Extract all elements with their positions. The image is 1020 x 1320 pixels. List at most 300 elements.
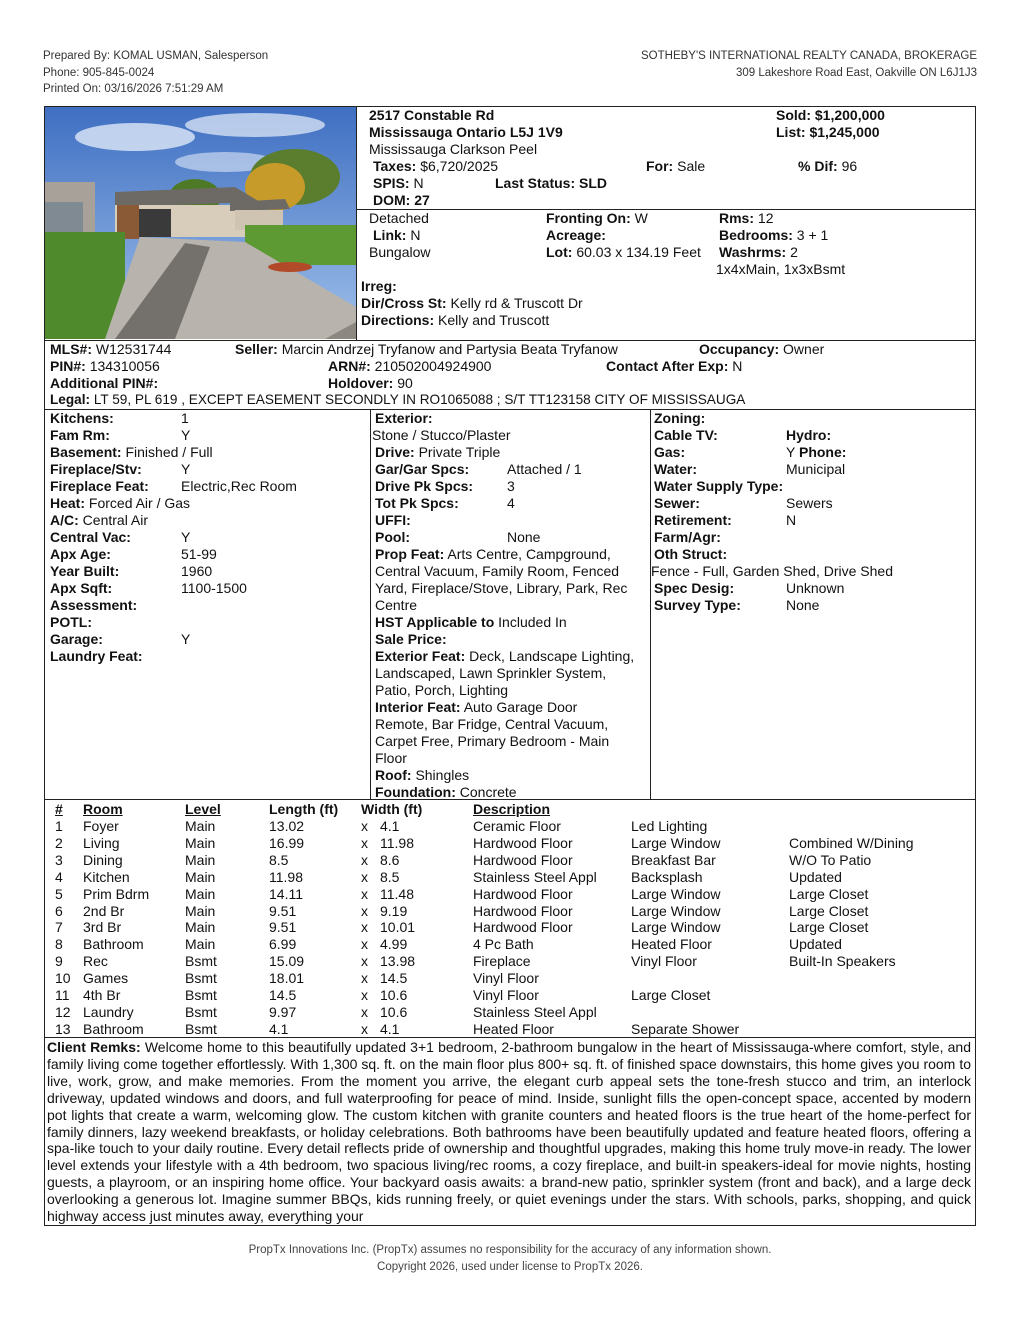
- contact-label: Contact After Exp:: [606, 358, 729, 374]
- intfeat-line1: Auto Garage Door: [463, 699, 578, 715]
- sold-value: $1,200,000: [814, 107, 885, 123]
- room-level: Main: [185, 868, 216, 885]
- heat-value: Forced Air / Gas: [88, 495, 191, 511]
- famrm-value: Y: [181, 427, 191, 443]
- additional-pin: [50, 375, 158, 392]
- drive: [375, 444, 500, 461]
- intfeat-line2: Remote, Bar Fridge, Central Vacuum,: [375, 716, 609, 732]
- times-sign: x: [361, 953, 368, 970]
- mls-value: W12531744: [95, 341, 172, 357]
- addl-pin-label: Additional PIN#:: [50, 375, 159, 391]
- sewer-label: Sewer:: [654, 495, 700, 511]
- room-length: 14.11: [269, 885, 303, 902]
- bedrooms-value: 3 + 1: [796, 227, 829, 243]
- room-name: Living: [83, 834, 120, 851]
- room-num: 1: [55, 818, 63, 834]
- for-value: Sale: [677, 158, 706, 174]
- acreage: [546, 227, 606, 244]
- room-length: 9.51: [269, 919, 297, 936]
- room-level: Main: [185, 919, 216, 936]
- roof-value: Shingles: [415, 767, 470, 783]
- rms-label: Rms:: [719, 210, 755, 226]
- room-length: 18.01: [269, 970, 305, 987]
- link-value: N: [410, 227, 421, 243]
- cross-street: [361, 295, 583, 312]
- room-level: Main: [185, 885, 216, 902]
- room-desc2: Large Window: [631, 902, 721, 919]
- dif-label: % Dif:: [798, 158, 838, 174]
- basement-value: Finished / Full: [125, 444, 213, 460]
- room-name: 4th Br: [83, 987, 121, 1003]
- cable-label: Cable TV:: [654, 427, 718, 443]
- pin: [50, 358, 160, 375]
- sold-label: Sold:: [776, 107, 811, 123]
- washrms-value: 2: [790, 244, 798, 260]
- cvac-label: Central Vac:: [50, 529, 131, 545]
- times-sign: x: [361, 936, 368, 953]
- washrooms-detail: 1x4xMain, 1x3xBsmt: [716, 261, 846, 277]
- room-desc1: Hardwood Floor: [473, 851, 573, 868]
- room-desc2: Heated Floor: [631, 936, 712, 953]
- hst-label: HST Applicable to: [375, 614, 495, 630]
- lot-label: Lot:: [546, 244, 573, 260]
- for-label: For:: [646, 158, 674, 174]
- room-num: 3: [55, 851, 63, 868]
- room-name: Bathroom: [83, 936, 144, 953]
- dif-value: 96: [841, 158, 858, 174]
- foundation: [375, 784, 517, 801]
- room-num: 10: [55, 970, 71, 987]
- room-num: 13: [55, 1020, 71, 1037]
- legal-label: Legal:: [50, 392, 91, 407]
- basement: [50, 444, 213, 461]
- ac: [50, 512, 148, 529]
- famrm-label: Fam Rm:: [50, 427, 110, 443]
- room-name: 2nd Br: [83, 902, 125, 919]
- times-sign: x: [361, 1020, 368, 1037]
- cross-label: Dir/Cross St:: [361, 295, 447, 311]
- room-name: Laundry: [83, 1003, 134, 1020]
- retirement-value: N: [786, 512, 797, 528]
- divider: [650, 409, 651, 799]
- arn-label: ARN#:: [328, 358, 371, 374]
- style: Bungalow: [369, 244, 431, 260]
- uffi-label: UFFI:: [375, 512, 411, 528]
- prepared-by-block: [43, 48, 268, 98]
- prepared-by: Prepared By: KOMAL USMAN, Salesperson: [43, 50, 269, 62]
- room-level: Bsmt: [185, 970, 217, 987]
- drive-label: Drive:: [375, 444, 415, 460]
- room-level: Main: [185, 818, 216, 834]
- room-desc1: 4 Pc Bath: [473, 936, 534, 953]
- room-width: 9.19: [380, 902, 408, 919]
- copyright: Copyright 2026, used under license to PropTx 2026.: [377, 1261, 643, 1273]
- occupancy-value: Owner: [783, 341, 825, 357]
- ac-label: A/C:: [50, 512, 79, 528]
- for: [646, 158, 705, 175]
- drivepk-value: 3: [507, 478, 515, 494]
- built-value: 1960: [181, 563, 213, 579]
- fronting-label: Fronting On:: [546, 210, 631, 226]
- occupancy-label: Occupancy:: [699, 341, 780, 357]
- room-desc2: Backsplash: [631, 868, 703, 885]
- occupancy: [699, 341, 824, 358]
- brokerage-block: [641, 48, 977, 81]
- bedrooms-label: Bedrooms:: [719, 227, 793, 243]
- specdesig-label: Spec Desig:: [654, 580, 735, 596]
- propfeat-line1: Arts Centre, Campground,: [447, 546, 611, 562]
- prop-feat: [375, 546, 611, 563]
- times-sign: x: [361, 834, 368, 851]
- room-desc2: Large Window: [631, 885, 721, 902]
- property-photo[interactable]: [45, 107, 356, 339]
- room-desc3: Large Closet: [789, 919, 869, 936]
- disclaimer: PropTx Innovations Inc. (PropTx) assumes no responsibility for the accuracy of any information shown.: [248, 1244, 772, 1256]
- col-header-num: #: [55, 801, 63, 817]
- room-level: Bsmt: [185, 1020, 217, 1037]
- room-level: Main: [185, 902, 216, 919]
- room-desc3: Built-In Speakers: [789, 953, 896, 970]
- sqft-value: 1100-1500: [181, 580, 247, 596]
- hydro-label: Hydro:: [786, 427, 832, 443]
- irreg-label: Irreg:: [361, 278, 397, 294]
- brokerage-name: SOTHEBY'S INTERNATIONAL REALTY CANADA, BROKERAGE: [641, 50, 977, 62]
- directions-value: Kelly and Truscott: [438, 312, 550, 328]
- washrms-label: Washrms:: [719, 244, 787, 260]
- holdover-value: 90: [397, 375, 413, 391]
- phone-label: Phone:: [798, 444, 847, 460]
- room-width: 11.98: [380, 834, 414, 851]
- dom-value: 27: [414, 192, 430, 208]
- drivepk-label: Drive Pk Spcs:: [375, 478, 474, 494]
- int-feat: [375, 699, 577, 716]
- room-desc2: Large Window: [631, 919, 721, 936]
- room-length: 9.51: [269, 902, 297, 919]
- remarks-text: Welcome home to this beautifully updated 3+1 bedroom, 2-bathroom bungalow in the heart of Mississauga-where comfort, style, and family living come together effortlessly. With 1,300 sq. ft. on the main floor plus 800+ sq. ft. of finished space downstairs, this home gives you room to live, work, grow, and make memories. From the moment you arrive, the elegant curb appeal sets the tone-fresh stucco and trim, an interlock driveway, updated windows and doors, and full waterproofing for peace of mind. Inside, sunlight fills the open-concept space, accented by modern pot lights that create a warm, welcoming glow. The custom kitchen with granite counters and heated floors is the true heart of the home-perfect for family dinners, lazy weekend breakfasts, or holiday celebrations. Both bathrooms have been beautifully updated and feature heated floors, offering a spa-like touch to your daily routine. Every detail reflects pride of ownership and thoughtful upgrades, making this home truly move-in ready. The lower level extends your lifestyle with a 4th bedroom, two spacious living/rec rooms, a cozy fireplace, and built-in speakers-ideal for movie nights, hosting guests, a playroom, or an inspiring home office. Your backyard oasis awaits: a brand-new patio, sprinkler system (front and back), and a large deck overlooking a generous lot. Imagine summer BBQs, kids running freely, or quiet evenings under the stars. With schools, parks, shopping, and quick highway access just minutes away, everything your: [47, 1039, 971, 1225]
- times-sign: x: [361, 851, 368, 868]
- room-desc1: Ceramic Floor: [473, 818, 561, 834]
- room-level: Main: [185, 851, 216, 868]
- seller-value: Marcin Andrzej Tryfanow and Partysia Beata Tryfanow: [281, 341, 618, 357]
- room-desc1: Hardwood Floor: [473, 919, 573, 936]
- legal: [50, 392, 745, 409]
- room-length: 8.5: [269, 851, 289, 868]
- room-name: 3rd Br: [83, 919, 122, 936]
- times-sign: x: [361, 919, 368, 936]
- last-status-label: Last Status:: [495, 175, 576, 191]
- cvac-value: Y: [181, 529, 191, 545]
- ac-value: Central Air: [82, 512, 149, 528]
- foundation-label: Foundation:: [375, 784, 456, 800]
- foundation-value: Concrete: [459, 784, 517, 800]
- room-width: 4.99: [380, 936, 408, 953]
- times-sign: x: [361, 818, 368, 834]
- kitchens-value: 1: [181, 410, 189, 426]
- pct-dif: [798, 158, 857, 175]
- dom-label: DOM:: [373, 192, 411, 208]
- gar-value: Attached / 1: [507, 461, 582, 477]
- cross-value: Kelly rd & Truscott Dr: [450, 295, 583, 311]
- directions: [361, 312, 549, 329]
- room-length: 9.97: [269, 1003, 297, 1020]
- room-desc3: Combined W/Dining: [789, 834, 914, 851]
- legal-value: LT 59, PL 619 , EXCEPT EASEMENT SECONDLY IN RO1065088 ; S/T TT123158 CITY OF MISSISSAUGA: [93, 392, 746, 407]
- times-sign: x: [361, 970, 368, 987]
- room-desc3: Updated: [789, 868, 842, 885]
- pool-value: None: [507, 529, 541, 545]
- room-desc1: Stainless Steel Appl: [473, 1003, 597, 1020]
- room-level: Main: [185, 936, 216, 953]
- mls-number: [50, 341, 171, 358]
- holdover: [328, 375, 413, 392]
- seller-label: Seller:: [235, 341, 278, 357]
- gas-label: Gas:: [654, 444, 686, 460]
- farm-label: Farm/Agr:: [654, 529, 721, 545]
- room-num: 6: [55, 902, 63, 919]
- printed-on: Printed On: 03/16/2026 7:51:29 AM: [43, 83, 224, 95]
- room-level: Bsmt: [185, 1003, 217, 1020]
- room-desc1: Stainless Steel Appl: [473, 868, 597, 885]
- othstruct-value: Fence - Full, Garden Shed, Drive Shed: [651, 563, 894, 579]
- room-desc1: Vinyl Floor: [473, 987, 539, 1003]
- garage-label: Garage:: [50, 631, 103, 647]
- room-name: Foyer: [83, 818, 119, 834]
- built-label: Year Built:: [50, 563, 120, 579]
- arn: [328, 358, 491, 375]
- roof-label: Roof:: [375, 767, 412, 783]
- gas-value: Y: [786, 444, 796, 460]
- room-desc1: Heated Floor: [473, 1020, 554, 1037]
- room-num: 12: [55, 1003, 71, 1020]
- pin-label: PIN#:: [50, 358, 86, 374]
- room-num: 4: [55, 868, 63, 885]
- room-width: 10.6: [380, 987, 408, 1003]
- room-name: Dining: [83, 851, 123, 868]
- room-num: 8: [55, 936, 63, 953]
- room-length: 4.1: [269, 1020, 289, 1037]
- directions-label: Directions:: [361, 312, 435, 328]
- taxes: [373, 158, 498, 175]
- room-width: 13.98: [380, 953, 416, 970]
- room-width: 11.48: [380, 885, 414, 902]
- room-name: Kitchen: [83, 868, 130, 885]
- exterior-value: Stone / Stucco/Plaster: [372, 427, 511, 443]
- room-desc2: Large Closet: [631, 987, 711, 1003]
- kitchens-label: Kitchens:: [50, 410, 114, 426]
- room-desc1: Hardwood Floor: [473, 834, 573, 851]
- room-num: 7: [55, 919, 63, 936]
- intfeat-line4: Floor: [375, 750, 407, 766]
- zoning-label: Zoning:: [654, 410, 706, 426]
- water-value: Municipal: [786, 461, 846, 477]
- times-sign: x: [361, 885, 368, 902]
- extfeat-line1: Deck, Landscape Lighting,: [469, 648, 635, 664]
- times-sign: x: [361, 868, 368, 885]
- extfeat-line3: Patio, Porch, Lighting: [375, 682, 509, 698]
- room-desc1: Vinyl Floor: [473, 970, 539, 987]
- address-line2: Mississauga Ontario L5J 1V9: [369, 124, 563, 140]
- room-length: 14.5: [269, 987, 297, 1003]
- fpfeat-value: Electric,Rec Room: [181, 478, 297, 494]
- room-desc3: W/O To Patio: [789, 851, 872, 868]
- sewer-value: Sewers: [786, 495, 833, 511]
- fireplace-label: Fireplace/Stv:: [50, 461, 142, 477]
- potl-label: POTL:: [50, 614, 92, 630]
- room-length: 11.98: [269, 868, 303, 885]
- hst-value: Included In: [498, 614, 567, 630]
- exterior-label: Exterior:: [375, 410, 433, 426]
- community: Mississauga Clarkson Peel: [369, 141, 538, 157]
- room-width: 10.01: [380, 919, 416, 936]
- divider: [356, 106, 357, 340]
- room-desc1: Hardwood Floor: [473, 885, 573, 902]
- dom: [373, 192, 430, 209]
- last-status: [495, 175, 607, 192]
- room-desc1: Fireplace: [473, 953, 531, 970]
- room-desc2: Vinyl Floor: [631, 953, 697, 970]
- list-price: [776, 124, 880, 141]
- rooms-count: [719, 210, 773, 227]
- heat-label: Heat:: [50, 495, 86, 511]
- acreage-label: Acreage:: [546, 227, 606, 243]
- room-num: 5: [55, 885, 63, 902]
- divider: [356, 209, 976, 210]
- property-type: Detached: [369, 210, 429, 226]
- room-length: 16.99: [269, 834, 305, 851]
- col-header-width: Width (ft): [361, 801, 423, 817]
- water-supply-label: Water Supply Type:: [654, 478, 784, 494]
- room-level: Bsmt: [185, 987, 217, 1003]
- times-sign: x: [361, 987, 368, 1003]
- propfeat-line3: Yard, Fireplace/Stove, Library, Park, Rec: [375, 580, 628, 596]
- lot-value: 60.03 x 134.19 Feet: [576, 244, 701, 260]
- room-width: 8.5: [380, 868, 400, 885]
- totpk-label: Tot Pk Spcs:: [375, 495, 459, 511]
- room-name: Bathroom: [83, 1020, 144, 1037]
- retirement-label: Retirement:: [654, 512, 732, 528]
- rms-value: 12: [757, 210, 774, 226]
- ext-feat: [375, 648, 634, 665]
- specdesig-value: Unknown: [786, 580, 845, 596]
- roof: [375, 767, 469, 784]
- fpfeat-label: Fireplace Feat:: [50, 478, 149, 494]
- mls-label: MLS#:: [50, 341, 92, 357]
- list-label: List:: [776, 124, 806, 140]
- fireplace-value: Y: [181, 461, 191, 477]
- gas-phone: [786, 444, 846, 461]
- agent-phone: Phone: 905-845-0024: [43, 66, 155, 79]
- spis: [373, 175, 424, 192]
- basement-label: Basement:: [50, 444, 122, 460]
- room-desc2: Separate Shower: [631, 1020, 740, 1037]
- col-header-level: Level: [185, 801, 221, 817]
- irreg: [361, 278, 397, 295]
- room-desc3: Updated: [789, 936, 842, 953]
- othstruct-label: Oth Struct:: [654, 546, 728, 562]
- arn-value: 210502004924900: [374, 358, 492, 374]
- client-remarks: [45, 1038, 975, 1225]
- brokerage-address: 309 Lakeshore Road East, Oakville ON L6J1J3: [736, 66, 977, 79]
- intfeat-line3: Carpet Free, Primary Bedroom - Main: [375, 733, 610, 749]
- washrooms: [719, 244, 798, 261]
- room-name: Prim Bdrm: [83, 885, 150, 902]
- propfeat-line4: Centre: [375, 597, 418, 613]
- remarks-label: Client Remks:: [47, 1039, 141, 1055]
- sale-price-label: Sale Price:: [375, 631, 447, 647]
- times-sign: x: [361, 902, 368, 919]
- room-name: Games: [83, 970, 129, 987]
- totpk-value: 4: [507, 495, 515, 511]
- age-value: 51-99: [181, 546, 217, 562]
- taxes-label: Taxes:: [373, 158, 417, 174]
- hst: [375, 614, 567, 631]
- room-width: 4.1: [380, 1020, 400, 1037]
- room-length: 13.02: [269, 818, 305, 834]
- room-num: 9: [55, 953, 63, 970]
- holdover-label: Holdover:: [328, 375, 394, 391]
- room-desc2: Led Lighting: [631, 818, 708, 834]
- room-width: 4.1: [380, 818, 400, 834]
- taxes-value: $6,720/2025: [420, 158, 499, 174]
- survey-label: Survey Type:: [654, 597, 741, 613]
- gar-label: Gar/Gar Spcs:: [375, 461, 470, 477]
- link-label: Link:: [373, 227, 407, 243]
- pool-label: Pool:: [375, 529, 410, 545]
- divider: [370, 409, 371, 799]
- room-desc1: Hardwood Floor: [473, 902, 573, 919]
- extfeat-label: Exterior Feat:: [375, 648, 466, 664]
- room-level: Bsmt: [185, 953, 217, 970]
- room-length: 15.09: [269, 953, 305, 970]
- room-num: 11: [55, 987, 70, 1003]
- col-header-length: Length (ft): [269, 801, 339, 817]
- pin-value: 134310056: [89, 358, 160, 374]
- room-desc2: Large Window: [631, 834, 721, 851]
- seller: [235, 341, 618, 358]
- fronting: [546, 210, 648, 227]
- sqft-label: Apx Sqft:: [50, 580, 113, 596]
- contact-value: N: [732, 358, 743, 374]
- drive-value: Private Triple: [418, 444, 501, 460]
- propfeat-line2: Central Vacuum, Family Room, Fenced: [375, 563, 620, 579]
- house-photo-illustration: [45, 107, 356, 339]
- room-length: 6.99: [269, 936, 297, 953]
- assessment-label: Assessment:: [50, 597, 138, 613]
- fronting-value: W: [634, 210, 648, 226]
- room-desc3: Large Closet: [789, 885, 869, 902]
- list-value: $1,245,000: [809, 124, 880, 140]
- room-width: 14.5: [380, 970, 408, 987]
- spis-value: N: [413, 175, 424, 191]
- spis-label: SPIS:: [373, 175, 410, 191]
- room-num: 2: [55, 834, 63, 851]
- bedrooms: [719, 227, 828, 244]
- heat: [50, 495, 190, 512]
- col-header-description: Description: [473, 801, 551, 817]
- last-status-value: SLD: [579, 175, 608, 191]
- survey-value: None: [786, 597, 820, 613]
- contact-after-exp: [606, 358, 742, 375]
- lot: [546, 244, 701, 261]
- room-desc3: Large Closet: [789, 902, 869, 919]
- age-label: Apx Age:: [50, 546, 111, 562]
- times-sign: x: [361, 1003, 368, 1020]
- sold-price: [776, 107, 885, 124]
- water-label: Water:: [654, 461, 698, 477]
- laundry-label: Laundry Feat:: [50, 648, 143, 664]
- room-width: 8.6: [380, 851, 400, 868]
- room-width: 10.6: [380, 1003, 408, 1020]
